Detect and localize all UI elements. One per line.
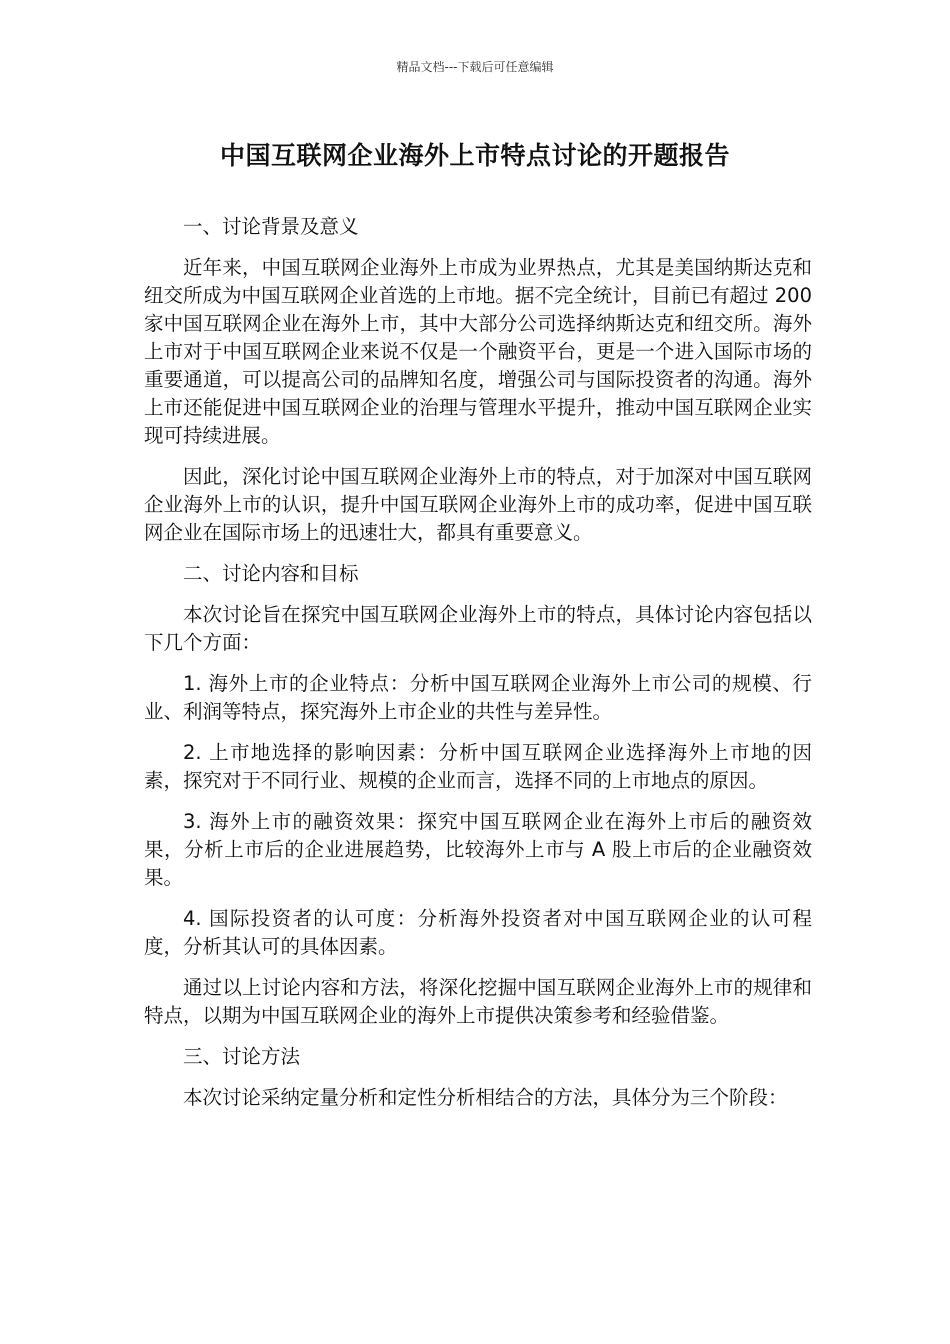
section-heading-content: 二、讨论内容和目标: [183, 562, 359, 585]
section-heading-background: 一、讨论背景及意义: [183, 215, 359, 238]
document-title: 中国互联网企业海外上市特点讨论的开题报告: [219, 141, 730, 170]
paragraph-significance: 因此，深化讨论中国互联网企业海外上市的特点，对于加深对中国互联网企业海外上市的认识，提升中国互联网企业海外上市的成功率，促进中国互联网企业在国际市场上的迅速壮大，都具有重要意义。: [144, 465, 812, 544]
document-body: [144, 213, 812, 1125]
header-note: 精品文档---下载后可任意编辑: [396, 60, 554, 74]
paragraph-background: 近年来，中国互联网企业海外上市成为业界热点，尤其是美国纳斯达克和纽交所成为中国互联网企业首选的上市地。据不完全统计，目前已有超过 200 家中国互联网企业在海外上市，其中大部分公司选择纳斯达克和纽交所。海外上市对于中国互联网企业来说不仅是一个融资平台，更是一个进入国际市场的重要通道，可以提高公司的品牌知名度，增强公司与国际投资者的沟通。海外上市还能促进中国互联网企业的治理与管理水平提升，推动中国互联网企业实现可持续进展。: [144, 256, 812, 447]
paragraph-method: 本次讨论采纳定量分析和定性分析相结合的方法，具体分为三个阶段：: [183, 1086, 788, 1109]
paragraph-content-outro: 通过以上讨论内容和方法，将深化挖掘中国互联网企业海外上市的规律和特点，以期为中国互联网企业的海外上市提供决策参考和经验借鉴。: [144, 976, 812, 1027]
list-item-investor-recognition: 4. 国际投资者的认可度：分析海外投资者对中国互联网企业的认可程度，分析其认可的具体因素。: [144, 907, 812, 958]
list-item-financing-effect: 3. 海外上市的融资效果：探究中国互联网企业在海外上市后的融资效果，分析上市后的企业进展趋势，比较海外上市与 A 股上市后的企业融资效果。: [144, 810, 812, 889]
list-item-listing-location: 2. 上市地选择的影响因素：分析中国互联网企业选择海外上市地的因素，探究对于不同行业、规模的企业而言，选择不同的上市地点的原因。: [144, 741, 812, 792]
paragraph-content-intro: 本次讨论旨在探究中国互联网企业海外上市的特点，具体讨论内容包括以下几个方面：: [144, 603, 812, 654]
section-heading-method: 三、讨论方法: [183, 1045, 301, 1068]
list-item-enterprise-features: 1. 海外上市的企业特点：分析中国互联网企业海外上市公司的规模、行业、利润等特点，探究海外上市企业的共性与差异性。: [144, 672, 812, 723]
